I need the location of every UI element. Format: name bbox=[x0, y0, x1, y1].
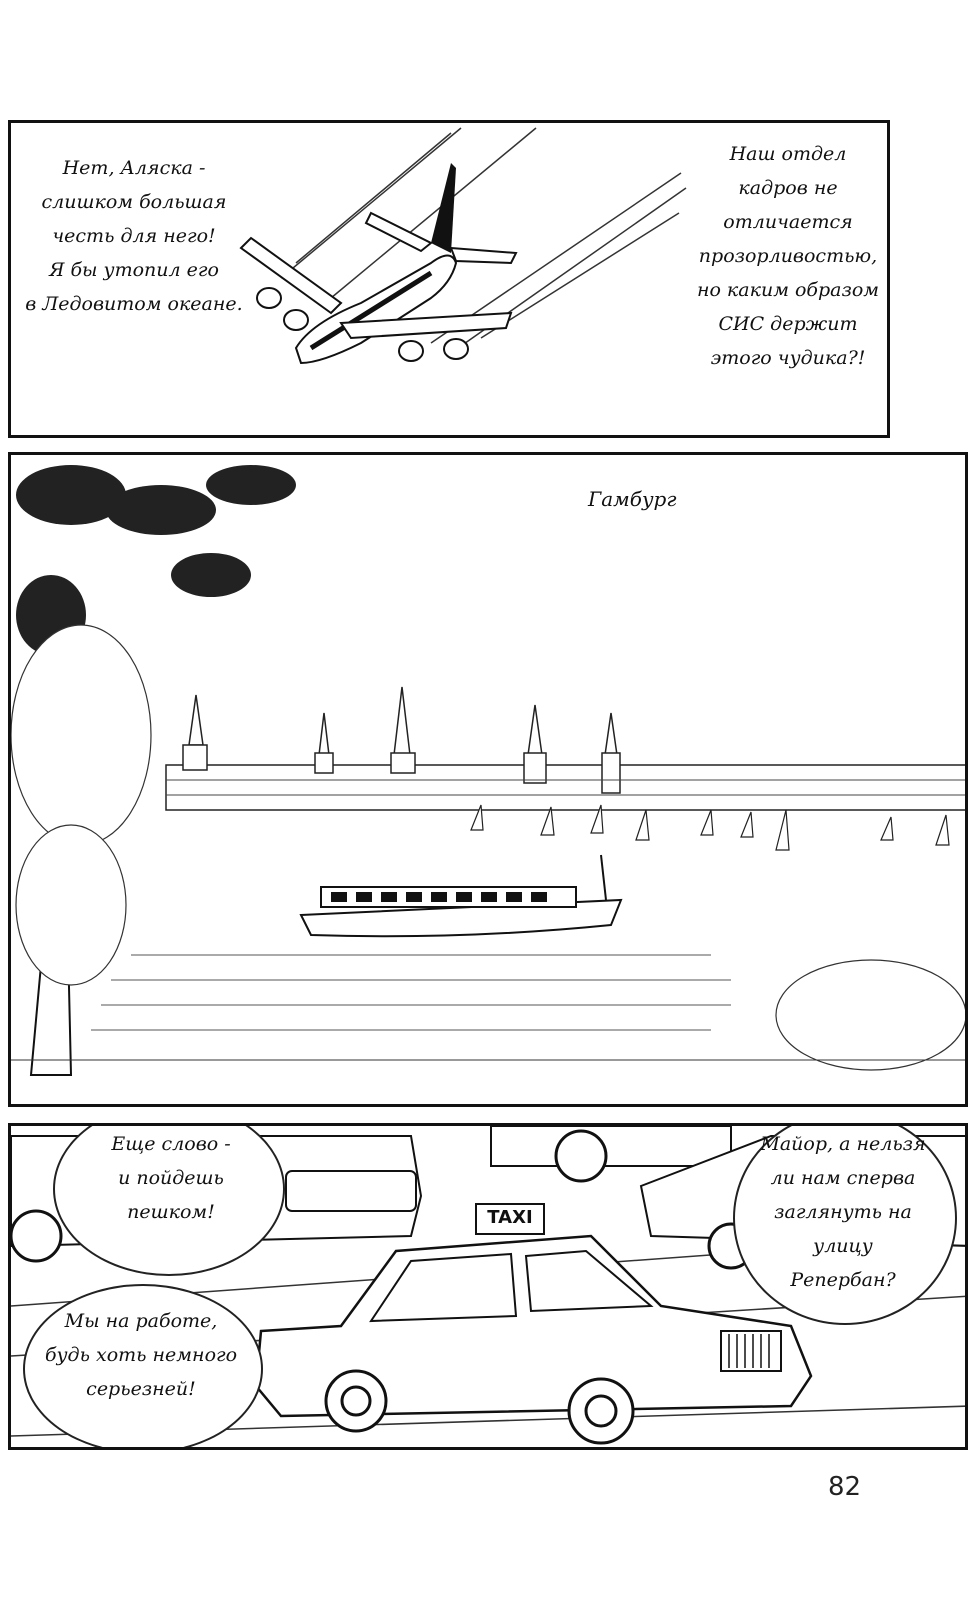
dialogue-line: заглянуть на bbox=[774, 1201, 912, 1223]
dialogue-line: будь хоть немного bbox=[44, 1344, 238, 1366]
dialogue-right bbox=[683, 137, 890, 375]
dialogue-line: кадров не bbox=[738, 177, 838, 199]
panel-hamburg bbox=[8, 452, 968, 1107]
dialogue-right bbox=[743, 1127, 943, 1297]
dialogue-line: но каким образом bbox=[696, 279, 880, 301]
dialogue-left bbox=[19, 151, 249, 321]
dialogue-top-left bbox=[91, 1127, 251, 1229]
dialogue-line: ли нам сперва bbox=[770, 1167, 916, 1189]
dialogue-line: в Ледовитом океане. bbox=[25, 293, 243, 315]
hamburg-illustration bbox=[11, 455, 968, 1107]
taxi-sign-label: TAXI bbox=[487, 1207, 533, 1228]
dialogue-line: пешком! bbox=[127, 1201, 215, 1223]
dialogue-line: Наш отдел bbox=[729, 143, 847, 165]
dialogue-line: Мы на работе, bbox=[64, 1310, 218, 1332]
panel-airplane bbox=[8, 120, 890, 438]
dialogue-line: Я бы утопил его bbox=[49, 259, 219, 281]
panel-taxi bbox=[8, 1123, 968, 1450]
dialogue-line: улицу bbox=[813, 1235, 873, 1257]
dialogue-line: отличается bbox=[723, 211, 853, 233]
page-number: 82 bbox=[828, 1472, 862, 1502]
location-caption: Гамбург bbox=[588, 487, 677, 511]
dialogue-line: Репербан? bbox=[790, 1269, 896, 1291]
dialogue-line: прозорливостью, bbox=[698, 245, 878, 267]
dialogue-line: и пойдешь bbox=[118, 1167, 224, 1189]
dialogue-line: Майор, а нельзя bbox=[760, 1133, 926, 1155]
dialogue-bottom-left bbox=[31, 1304, 251, 1406]
dialogue-line: слишком большая bbox=[41, 191, 227, 213]
dialogue-line: честь для него! bbox=[52, 225, 216, 247]
dialogue-line: СИС держит bbox=[718, 313, 858, 335]
dialogue-line: Нет, Аляска - bbox=[62, 157, 206, 179]
dialogue-line: этого чудика?! bbox=[710, 347, 866, 369]
dialogue-line: серьезней! bbox=[86, 1378, 196, 1400]
dialogue-line: Еще слово - bbox=[111, 1133, 231, 1155]
